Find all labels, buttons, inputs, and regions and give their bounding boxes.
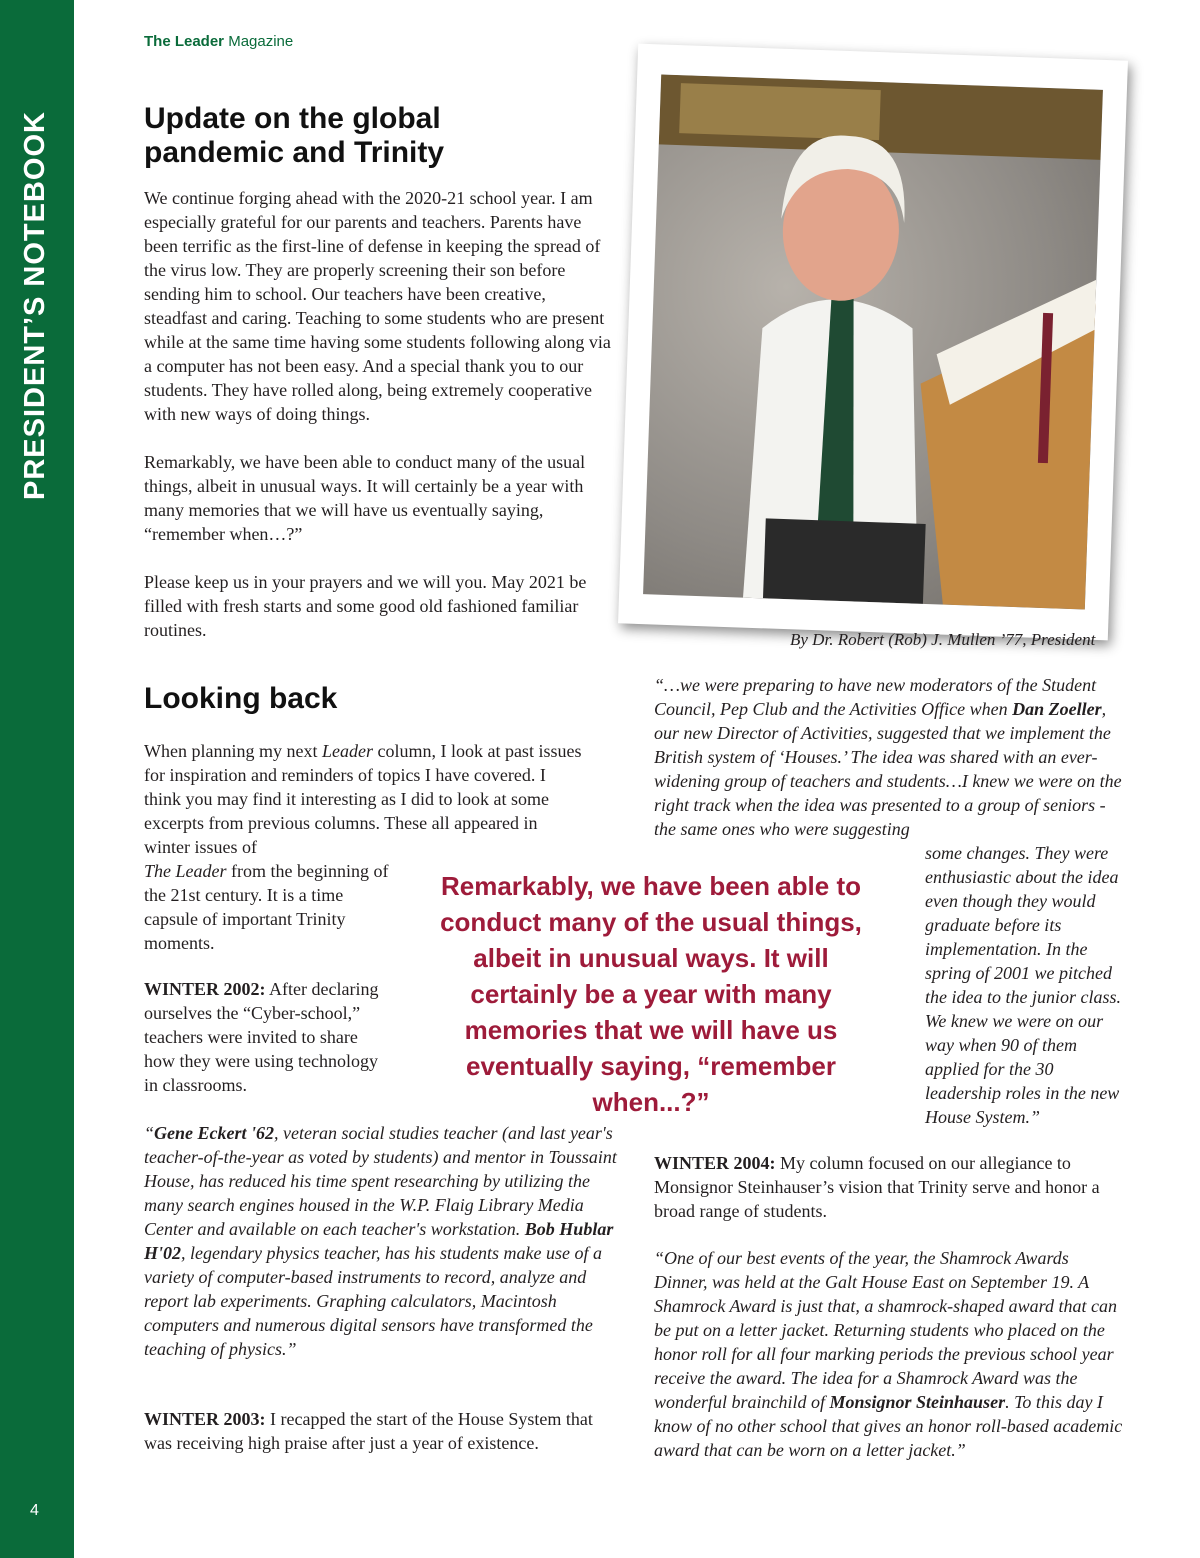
winter-2002-label: WINTER 2002:	[144, 979, 266, 999]
winter-2003-quote-cont: some changes. They were enthusiastic about the idea even though they would graduate before its implementation. In the spring of 2001 we pitched the idea to the junior class. We knew we were on our way when 90 of them applied for the 30 leadership roles in the new House System.”	[925, 843, 1121, 1127]
pull-quote: Remarkably, we have been able to conduct many of the usual things, albeit in unusual ways. It will certainly be a year with many memories that we will have us eventually saying, “remember when...?”	[440, 871, 862, 1117]
photo-caption: By Dr. Robert (Rob) J. Mullen ’77, President	[790, 630, 1096, 649]
masthead-brand: The Leader	[144, 33, 225, 50]
quote-person: Dan Zoeller	[1012, 699, 1102, 719]
quote-person: Gene Eckert '62	[154, 1123, 274, 1143]
article-heading-line2: pandemic and Trinity	[144, 136, 445, 169]
winter-2003-entry: WINTER 2003: I recapped the start of the House System that was receiving high praise after just a year of existence.	[144, 1409, 593, 1453]
section-title: PRESIDENT’S NOTEBOOK	[19, 111, 51, 500]
masthead-suffix: Magazine	[224, 33, 294, 50]
winter-2002-quote: “Gene Eckert '62, veteran social studies teacher (and last year's teacher-of-the-year as voted by students) and mentor in Toussaint House, has reduced his time spent researching by utilizing the many search engines housed in the W.P. Flaig Library Media Center and available on each teacher's workstation. Bob Hublar H'02, legendary physics teacher, has his students make use of a variety of computer-based instruments to record, analyze and report lab experiments. Graphing calculators, Macintosh computers and numerous digital sensors have transformed the teaching of physics.”	[144, 1123, 617, 1359]
page-number: 4	[30, 1502, 39, 1519]
article-heading	[144, 102, 604, 170]
looking-back-intro-cont: The Leader from the beginning of the 21st century. It is a time capsule of important Trinity moments.	[144, 861, 389, 953]
president-photo	[643, 74, 1103, 609]
quote-person: Monsignor Steinhauser	[829, 1392, 1006, 1412]
article-paragraph: Remarkably, we have been able to conduct many of the usual things, albeit in unusual ways. It will certainly be a year with many memories that we will have us eventually saying, “remember when…?”	[144, 452, 586, 544]
winter-2003-label: WINTER 2003:	[144, 1409, 266, 1429]
winter-2004-quote: “One of our best events of the year, the Shamrock Awards Dinner, was held at the Galt House East on September 19. A Shamrock Award is just that, a shamrock-shaped award that can be put on a letter jacket. Returning students who placed on the honor roll for all four marking periods the previous school year receive the award. The idea for a Shamrock Award was the wonderful brainchild of Monsignor Steinhauser. To this day I know of no other school that gives an honor roll-based academic award that can be worn on a letter jacket.”	[654, 1248, 1123, 1460]
president-photo-frame	[618, 44, 1128, 641]
quote-person: Bob Hublar H'02	[144, 1219, 614, 1263]
masthead	[144, 33, 293, 50]
winter-2004-entry: WINTER 2004: My column focused on our allegiance to Monsignor Steinhauser’s vision that Trinity serve and honor a broad range of students.	[654, 1153, 1100, 1221]
winter-2004-label: WINTER 2004:	[654, 1153, 776, 1173]
article-paragraph: Please keep us in your prayers and we will you. May 2021 be filled with fresh starts and some good old fashioned familiar routines.	[144, 572, 587, 640]
article-heading-line1: Update on the global	[144, 102, 441, 135]
section-sidebar	[0, 0, 74, 1558]
winter-2003-quote: “…we were preparing to have new moderators of the Student Council, Pep Club and the Activities Office when Dan Zoeller, our new Director of Activities, suggested that we implement the British system of ‘Houses.’ The idea was shared with an ever-widening group of teachers and students…I knew we were on the right track when the idea was presented to a group of seniors - the same ones who were suggesting	[654, 675, 1122, 839]
article-body	[144, 186, 612, 642]
looking-back-heading: Looking back	[144, 682, 338, 715]
president-illustration	[643, 74, 1103, 609]
article-paragraph: We continue forging ahead with the 2020-21 school year. I am especially grateful for our parents and teachers. Parents have been terrific as the first-line of defense in keeping the spread of the virus low. They are properly screening their son before sending him to school. Our teachers have been creative, steadfast and caring. Teaching to some students who are present while at the same time having some students following along via a computer has not been easy. And a special thank you to our students. They have rolled along, being extremely cooperative with new ways of doing things.	[144, 188, 611, 424]
winter-2002-entry: WINTER 2002: After declaring ourselves the “Cyber-school,” teachers were invited to share how they were using technology in classrooms.	[144, 979, 379, 1095]
looking-back-intro: When planning my next Leader column, I look at past issues for inspiration and reminders of topics I have covered. I think you may find it interesting as I did to look at some excerpts from previous columns. These all appeared in winter issues of	[144, 741, 582, 857]
